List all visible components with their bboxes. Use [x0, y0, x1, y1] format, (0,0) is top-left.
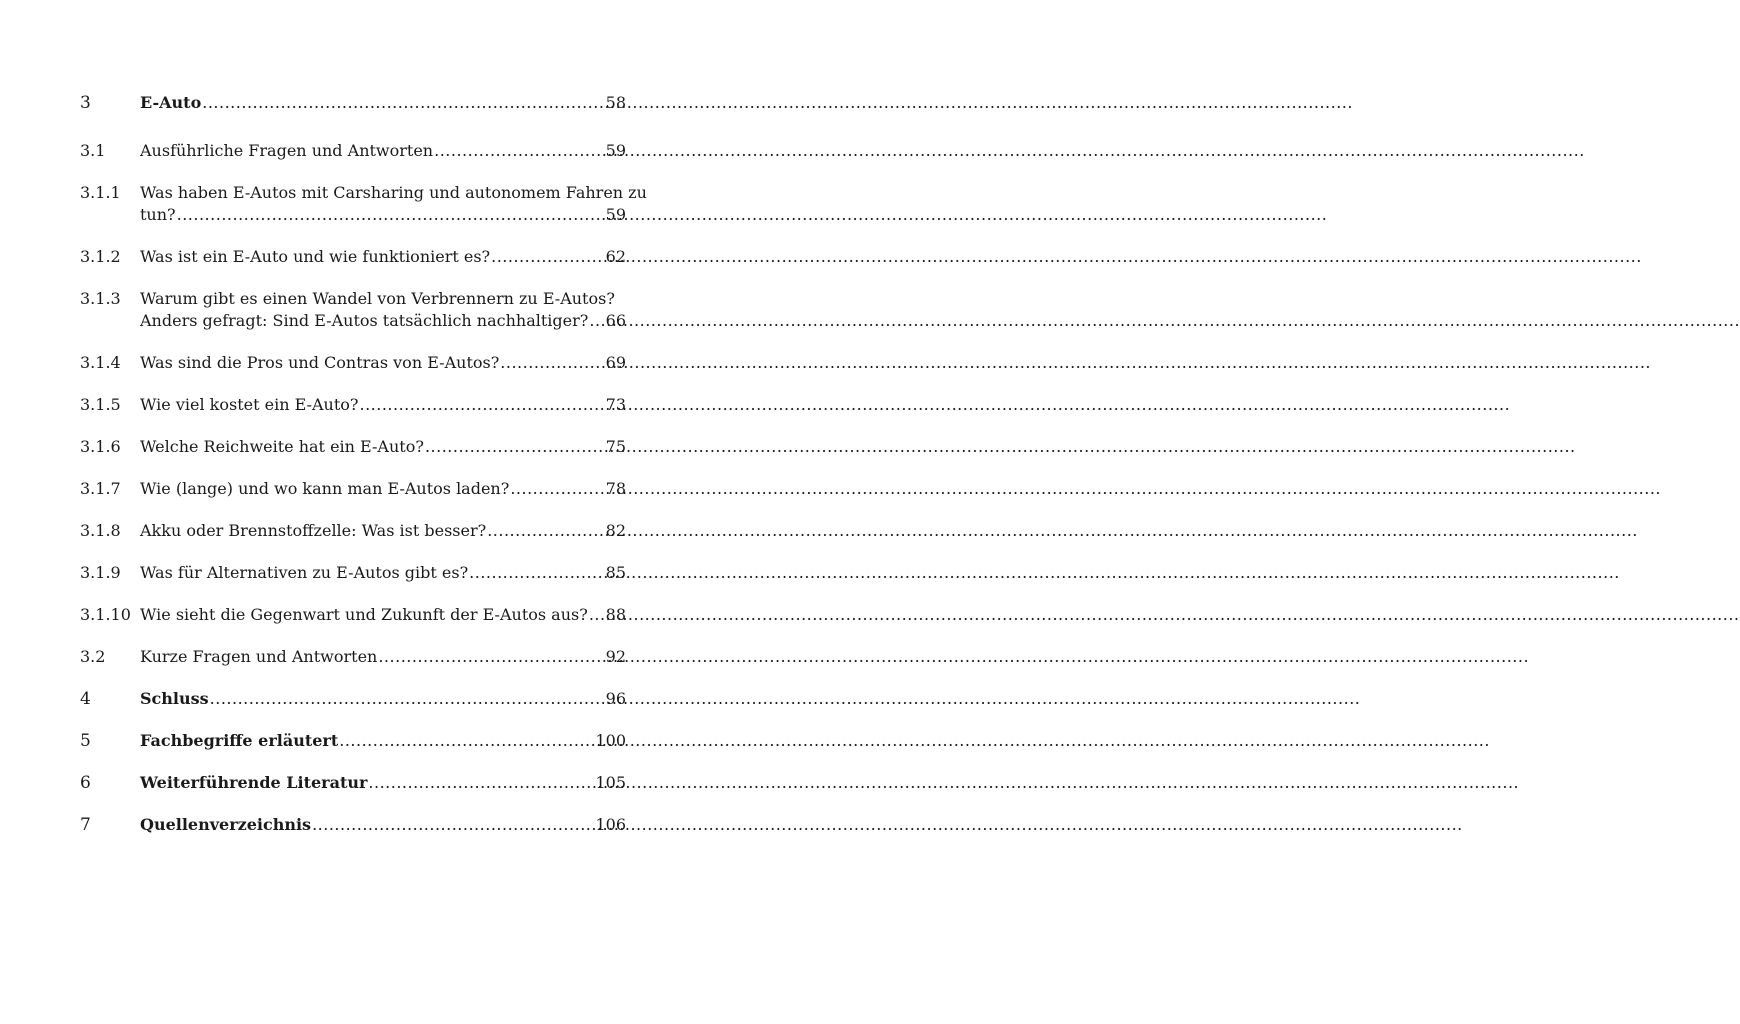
toc-line [140, 140, 626, 162]
toc-entry-title: E-Auto [140, 93, 202, 112]
toc-line [140, 520, 626, 542]
toc-line [140, 814, 626, 836]
toc-entry-5[interactable] [80, 730, 626, 752]
toc-entry-body [140, 814, 626, 836]
toc-entry-body [140, 520, 626, 542]
toc-line [140, 182, 647, 204]
toc-line [140, 730, 626, 752]
toc-entry-number: 3.1.9 [80, 563, 121, 582]
toc-line [140, 478, 626, 500]
toc-line [140, 204, 626, 226]
toc-entry-title: Was für Alternativen zu E-Autos gibt es? [140, 563, 469, 582]
toc-entry-number: 3.1.7 [80, 479, 121, 498]
toc-entry-number: 3.2 [80, 647, 106, 666]
toc-entry-title: Fachbegriffe erläutert [140, 731, 339, 750]
toc-entry-4[interactable] [80, 688, 626, 710]
toc-entry-3-2[interactable] [80, 646, 626, 668]
leader-dots [434, 140, 605, 162]
toc-line [140, 436, 626, 458]
leader-dots [491, 246, 605, 268]
toc-entry-3-1-10[interactable] [80, 604, 626, 626]
toc-entry-3-1-8[interactable] [80, 520, 626, 542]
toc-entry-3-1-1[interactable] [80, 182, 647, 226]
toc-entry-body [140, 646, 626, 668]
toc-entry-body [140, 394, 626, 416]
toc-entry-body [140, 246, 626, 268]
toc-entry-number: 3.1.6 [80, 437, 121, 456]
toc-page-number: 85 [605, 563, 626, 582]
toc-page-number: 73 [605, 395, 626, 414]
toc-entry-6[interactable] [80, 772, 626, 794]
toc-entry-number: 3.1.1 [80, 183, 121, 202]
toc-entry-number: 7 [80, 815, 91, 835]
toc-entry-title: Wie sieht die Gegenwart und Zukunft der E-Autos aus? [140, 605, 588, 624]
toc-entry-number: 4 [80, 689, 91, 709]
toc-entry-3-1-2[interactable] [80, 246, 626, 268]
toc-entry-body [140, 688, 626, 710]
toc-entry-number: 3.1.3 [80, 289, 121, 308]
toc-page-number: 100 [595, 731, 626, 750]
toc-line [140, 688, 626, 710]
toc-entry-body [140, 288, 626, 332]
toc-entry-body [140, 604, 626, 626]
toc-entry-3-1-3[interactable] [80, 288, 626, 332]
toc-entry-7[interactable] [80, 814, 626, 836]
toc-page-number: 62 [605, 247, 626, 266]
toc-entry-number: 5 [80, 731, 91, 751]
leader-dots [378, 646, 604, 668]
toc-entry-body [140, 436, 626, 458]
toc-entry-number: 3.1.5 [80, 395, 121, 414]
toc-entry-body [140, 92, 626, 114]
toc-entry-title-line1: Warum gibt es einen Wandel von Verbrennern zu E-Autos? [140, 289, 615, 308]
toc-entry-number: 3.1.10 [80, 605, 131, 624]
leader-dots [312, 814, 594, 836]
leader-dots [368, 772, 594, 794]
leader-dots [589, 604, 605, 626]
toc-page-number: 58 [605, 93, 626, 112]
toc-line [140, 394, 626, 416]
leader-dots [177, 204, 605, 226]
toc-line [140, 646, 626, 668]
toc-entry-title: Was ist ein E-Auto und wie funktioniert es? [140, 247, 491, 266]
toc-entry-3[interactable] [80, 92, 626, 114]
leader-dots [202, 92, 604, 114]
leader-dots [589, 310, 604, 332]
toc-entry-body [140, 772, 626, 794]
toc-entry-title: Schluss [140, 689, 209, 708]
toc-entry-3-1[interactable] [80, 140, 626, 162]
leader-dots [487, 520, 604, 542]
toc-entry-number: 3.1.2 [80, 247, 121, 266]
toc-line [140, 246, 626, 268]
toc-entry-title-line2: Anders gefragt: Sind E-Autos tatsächlich nachhaltiger? [140, 311, 589, 330]
toc-entry-number: 3.1.4 [80, 353, 121, 372]
toc-page-number: 59 [605, 141, 626, 160]
toc-page-number: 69 [605, 353, 626, 372]
toc-entry-title: Ausführliche Fragen und Antworten [140, 141, 434, 160]
toc-entry-title: Wie viel kostet ein E-Auto? [140, 395, 359, 414]
table-of-contents [80, 92, 647, 836]
toc-entry-3-1-5[interactable] [80, 394, 626, 416]
toc-line [140, 92, 626, 114]
toc-entry-body [140, 352, 626, 374]
leader-dots [210, 688, 605, 710]
toc-entry-body [140, 562, 626, 584]
toc-page-number: 92 [605, 647, 626, 666]
leader-dots [339, 730, 594, 752]
leader-dots [500, 352, 604, 374]
toc-line [140, 288, 626, 310]
toc-page-number: 78 [605, 479, 626, 498]
toc-line [140, 562, 626, 584]
toc-page-number: 96 [605, 689, 626, 708]
toc-page-number: 106 [595, 815, 626, 834]
toc-entry-3-1-7[interactable] [80, 478, 626, 500]
toc-entry-title-line1: Was haben E-Autos mit Carsharing und autonomem Fahren zu [140, 183, 647, 202]
leader-dots [425, 436, 605, 458]
toc-entry-3-1-6[interactable] [80, 436, 626, 458]
toc-entry-body [140, 478, 626, 500]
toc-entry-body [140, 730, 626, 752]
toc-entry-number: 3.1.8 [80, 521, 121, 540]
leader-dots [510, 478, 604, 500]
toc-page-number: 59 [605, 205, 626, 224]
toc-line [140, 604, 626, 626]
toc-entry-3-1-9[interactable] [80, 562, 626, 584]
toc-entry-title: Weiterführende Literatur [140, 773, 368, 792]
toc-entry-body [140, 182, 647, 226]
toc-entry-number: 3.1 [80, 141, 106, 160]
toc-entry-number: 3 [80, 93, 91, 113]
toc-entry-body [140, 140, 626, 162]
toc-entry-title: Kurze Fragen und Antworten [140, 647, 378, 666]
toc-entry-title: Akku oder Brennstoffzelle: Was ist besser? [140, 521, 487, 540]
toc-entry-title: Quellenverzeichnis [140, 815, 312, 834]
toc-entry-title: Welche Reichweite hat ein E-Auto? [140, 437, 424, 456]
toc-page-number: 105 [595, 773, 626, 792]
toc-entry-title: Wie (lange) und wo kann man E-Autos laden? [140, 479, 510, 498]
toc-entry-number: 6 [80, 773, 91, 793]
leader-dots [469, 562, 604, 584]
toc-page-number: 66 [605, 311, 626, 330]
toc-entry-title: Was sind die Pros und Contras von E-Autos? [140, 353, 500, 372]
leader-dots [359, 394, 604, 416]
toc-line [140, 352, 626, 374]
toc-page-number: 75 [605, 437, 626, 456]
toc-line [140, 310, 626, 332]
toc-entry-title-line2: tun? [140, 205, 176, 224]
toc-page-number: 88 [605, 605, 626, 624]
toc-entry-3-1-4[interactable] [80, 352, 626, 374]
toc-page-number: 82 [605, 521, 626, 540]
toc-line [140, 772, 626, 794]
